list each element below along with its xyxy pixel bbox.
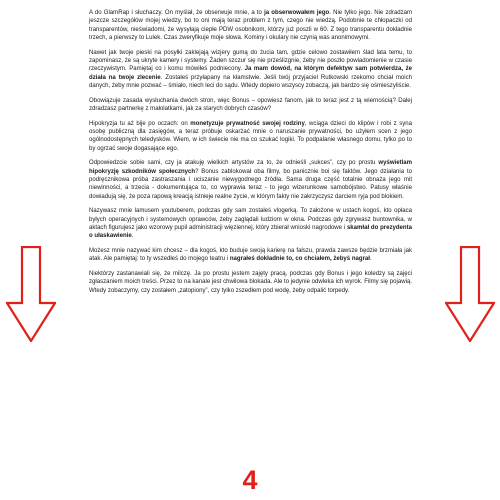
- bold-text-run: nagrałeś dokładnie to, co chciałem, żebyś nagrał: [229, 256, 370, 263]
- bold-text-run: Ja mam dowód, na którym defektyw sam potwierdza, że działa na twoje zlecenie: [89, 66, 412, 81]
- paragraph: [89, 159, 412, 201]
- bold-text-run: ja obserwowałem jego: [264, 10, 330, 16]
- text-run: . Nie tylko jego. Nie zdradzam jeszcze szczegółów mojej wiedzy, bo to oni mają teraz problem z tym, czego nie wiedzą. Podobnie te chłopaczki od transparentów, nieświadomi, że wysyłają ciepłe PDW osobnikom, którzy już poszli w 60. Z tego transparentu dokładnie trzech, a pierwszy to Lulek. Czas zweryfikuje moje słowa. Kominy i okulary nie czynią was anonimowymi.: [89, 10, 412, 42]
- paragraph: [89, 120, 412, 153]
- text-run: , wciąga dzieci do klipów i robi z syna osobę publiczną dla zasięgów, a teraz próbuje oskarżać mnie o naruszanie prywatności, bo użyłem scen z jego ogólnodostępnych teledysków. Wiem, w ich świecie nie ma co szukać logiki. To podpalanie własnego domu, tylko po to by ogrzać swoje dogasające ego.: [89, 120, 412, 152]
- text-run: . Zostałeś przyłapany na kłamstwie. Jeśli twój przyjaciel Rutkowski rzekomo chciał moich danych, żeby mnie pozwać – śmiało, niech leci do sądu. Wtedy dopiero wszyscy zobaczą, jak bardzo się ośmieszyliście.: [89, 74, 412, 90]
- arrow-shape: [7, 247, 55, 341]
- article-body: [89, 9, 412, 301]
- paragraph: [89, 270, 412, 295]
- text-run: Możesz mnie nazywać kim chcesz – dla kogoś, kto buduje swoją karierę na fałszu, prawda zawsze będzie brzmiała jak atak. Ale pamiętaj: to ty wszedłeś do mojego teatru i: [89, 248, 412, 263]
- page-number: 4: [242, 465, 258, 495]
- text-run: Odpowiedzcie sobie sami, czy ja atakuję wielkich artystów za to, że odnieśli „sukces”, czy po prostu: [89, 160, 379, 167]
- text-run: Nazywasz mnie lamusem youtuberem, podczas gdy sam zostałeś vlogerką. To założone w ustach kogoś, kto opłaca byłych operacyjnych i systemowych oprawców, żeby zaglądali ludziom w okna. Podczas gdy zgrywasz buntownika, w aktach figurujesz jako wzorowy pupil administracji więziennej, który zbierał wnioski nagrodowe i: [89, 208, 412, 232]
- bold-text-run: monetyzuje prywatność swojej rodziny: [190, 120, 305, 127]
- text-run: Hipokryzja tu aż bije po oczach: on: [89, 120, 191, 127]
- text-run: .: [369, 256, 372, 263]
- arrow-shape: [446, 247, 494, 341]
- paragraph: [89, 97, 412, 114]
- bold-text-run: skamłał do prezydenta o ułaskawienie: [89, 225, 412, 240]
- text-run: .: [131, 233, 134, 240]
- down-arrow-outline-icon: [6, 246, 56, 342]
- text-run: Niektórzy zastanawiali się, że milczę. Ja po prostu jestem zajęty pracą, podczas gdy Bonus i jego koledzy są zajęci zgłaszaniem moich treści. Przez to na kanale jest chwilowa blokada. Ale to jedynie odwleka ich wyrok. Filmy się pojawią. Wtedy zobaczymy, czy zostałem „zatopiony”, czy tylko zszedłem pod wodę, żeby odpalić torpedy.: [89, 271, 412, 294]
- paragraph: [89, 9, 412, 42]
- paragraph: [89, 247, 412, 264]
- text-run: ? Bonus zablokował oba filmy, bo panicznie boi się faktów. Jego działania to podręcznikowa próba zastraszania i uciszanie niewygodnego źródła. Sama druga część totalnie obnaża jego mit niewinności, a trzecia - dokumentująca to, co wyprawia teraz - to jego wizerunkowe samobójstwo. Patusy właśnie dowiadują się, że poza rapową kreacją istnieje realne życie, w którym fakty nie zakrzyczysz darciem ryja pod blokiem.: [89, 168, 412, 200]
- bold-text-run: wyświetlam hipokryzję szkodników społecznych: [89, 160, 412, 175]
- text-run: Obowiązuje zasada wysłuchania dwóch stron, więc Bonus – opowiesz fanom, jak to teraz jest z tą wiernością? Dalej zdradzasz partnerkę z małolatkami, jak za starych dobrych czasów?: [89, 97, 412, 113]
- text-run: A do GlamRap i słuchaczy. On myślał, że obserwuje mnie, a to: [89, 10, 265, 16]
- paragraph: [89, 207, 412, 240]
- paragraph: [89, 49, 412, 91]
- text-run: Nawet jak twoje pieski na posyłki zaklejają wizjery gumą do żucia tam, gdzie celowo zostawiłem ślad lata temu, to zapominasz, że są ukryte kamery i systemy. Żaden szczur się nie prześlizgnie, żeby nie poszło powiadomienie w czasie rzeczywistym. Pamiętaj co i komu mówiłeś podniecony.: [89, 49, 412, 73]
- down-arrow-outline-icon: [445, 246, 495, 342]
